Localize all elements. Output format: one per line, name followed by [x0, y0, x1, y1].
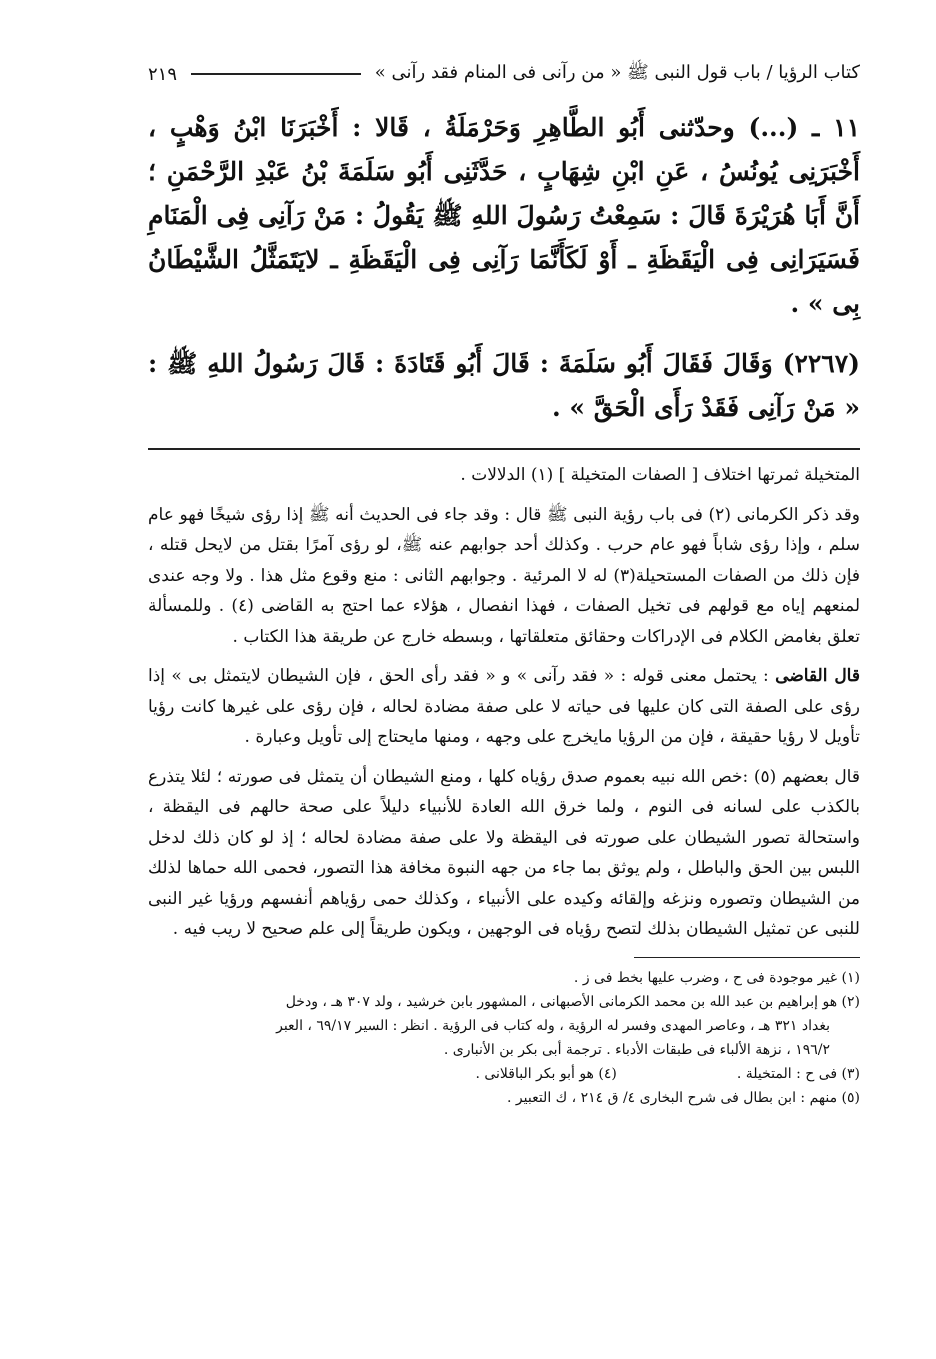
hadith-2267: (٢٢٦٧) وَقَالَ فَقَالَ أَبُو سَلَمَةَ : قَالَ أَبُو قَتَادَةَ : قَالَ رَسُولُ اللهِ ﷺ : « مَنْ رَآنِى فَقَدْ رَأَى الْحَقَّ » .: [148, 349, 860, 422]
commentary-paragraph-2: وقد ذكر الكرمانى (٢) فى باب رؤية النبى ﷺ قال : وقد جاء فى الحديث أنه ﷺ إذا رؤى شيخًا فهو عام سلم ، وإذا رؤى شاباً فهو عام حرب . وكذلك أحد جوابهم عنه ﷺ، لو رؤى آمرًا بقتل من لايحل قتله ، فإن ذلك من الصفات المستحيلة(٣) له لا المرئية . وجوابهم الثانى : منع وقوع مثل هذا . ولا وجه عندى لمنعهم إياه مع قولهم فى تخيل الصفات ، فهذا انفصال ، هؤلاء عما احتج به القاضى (٤) . وللمسألة تعلق بغامض الكلام فى الإدراكات وحقائق متعلقاتها ، وبسطه خارج عن طريقة هذا الكتاب .: [148, 504, 860, 647]
hadith-text: [148, 106, 860, 430]
commentary: [148, 460, 860, 945]
text-divider: [148, 448, 860, 450]
book-page: [148, 56, 860, 1110]
commentary-paragraph-4: قال بعضهم (٥) :خص الله نبيه بعموم صدق رؤياه كلها ، ومنع الشيطان أن يتمثل فى صورته ؛ لئلا يتذرع بالكذب على لسانه فى النوم ، ولما خرق الله العادة للأنبياء دليلاً على صحة حالهم فى اليقظة ، واستحالة تصور الشيطان على صورته فى اليقظة ولا على صفة مضادة لحاله ؛ إذ لو كان ذلك لدخل اللبس بين الحق والباطل ، ولم يوثق بما جاء من جهه النبوة مخافة هذا التصور، فحمى الله حماها لذلك من الشيطان وتصوره ونزغه وإلقائه وكيده على الأنبياء ، وكذلك حمى رؤياهم أنفسهم ورؤيا غير النبى للنبى عن تمثيل الشيطان بذلك لتصح رؤياه فى الوجهين ، ويكون طريقاً إلى علم صحيح لا ريب فيه .: [148, 766, 860, 939]
footnotes: [148, 966, 860, 1110]
footnote-1: (١) غير موجودة فى ح ، وضرب عليها بخط فى ز .: [573, 969, 860, 986]
footnote-2-cont-2: ١٩٦/٢ ، نزهة الألباء فى طبقات الأدباء . ترجمة أبى بكر بن الأنبارى .: [443, 1041, 830, 1058]
footnote-2: (٢) هو إبراهيم بن عبد الله بن محمد الكرمانى الأصبهانى ، المشهور بابن خرشيد ، ولد ٣٠٧ هـ ، ودخل: [285, 993, 860, 1010]
footnote-divider: [634, 957, 860, 958]
footnote-row-3-4: [148, 1062, 860, 1086]
qadi-lead: قال القاضى: [775, 666, 860, 686]
footnote-4: (٤) هو أبو بكر الباقلانى .: [475, 1065, 617, 1082]
commentary-paragraph-1: المتخيلة ثمرتها اختلاف [ الصفات المتخيلة ] (١) الدلالات .: [460, 465, 860, 485]
hadith-11: ١١ ـ (...) وحدّثنى أَبُو الطَّاهِرِ وَحَرْمَلَةُ ، قَالا : أَخْبَرَنَا ابْنُ وَهْبٍ ، أَخْبَرَنِى يُونُسُ ، عَنِ ابْنِ شِهَابٍ ، حَدَّثَنِى أَبُو سَلَمَةَ بْنُ عَبْدِ الرَّحْمَنِ ؛ أَنَّ أَبَا هُرَيْرَةَ قَالَ : سَمِعْتُ رَسُولَ اللهِ ﷺ يَقُولُ : مَنْ رَآنِى فِى الْمَنَامِ فَسَيَرَانِى فِى الْيَقَظَةِ ـ أَوْ لَكَأَنَّمَا رَآنِى فِى الْيَقَظَةِ ـ لايَتَمَثَّلُ الشَّيْطَانُ بِى » .: [148, 113, 860, 318]
header-rule: [191, 73, 361, 75]
footnote-2-cont-1: بغداد ٣٢١ هـ ، وعاصر المهدى وفسر له الرؤية ، وله كتاب فى الرؤية . انظر : السير ٦٩/١٧ ، العبر: [276, 1017, 830, 1034]
qadi-text: : يحتمل معنى قوله : « فقد رآنى » و « فقد رأى الحق ، فإن الشيطان لايتمثل بى » إذا رؤى على الصفة التى كان عليها فى حياته لا على صفة مضادة لحاله ، فإن رؤى على غيرها كانت رؤيا تأويل لا رؤيا حقيقة ، فإن من الرؤيا مايخرج على وجهه ، ومنها مايحتاج إلى تأويل وعبارة .: [148, 666, 860, 747]
page-number: ٢١٩: [148, 63, 178, 85]
running-header: [148, 56, 860, 92]
footnote-5: (٥) منهم : ابن بطال فى شرح البخارى ٤/ ق ٢١٤ ، ك التعبير .: [507, 1089, 860, 1106]
footnote-3: (٣) فى ح : المتخيلة .: [736, 1065, 860, 1082]
header-title: كتاب الرؤيا / باب قول النبى ﷺ « من رآنى فى المنام فقد رآنى »: [374, 62, 860, 83]
commentary-paragraph-3: [148, 661, 860, 753]
